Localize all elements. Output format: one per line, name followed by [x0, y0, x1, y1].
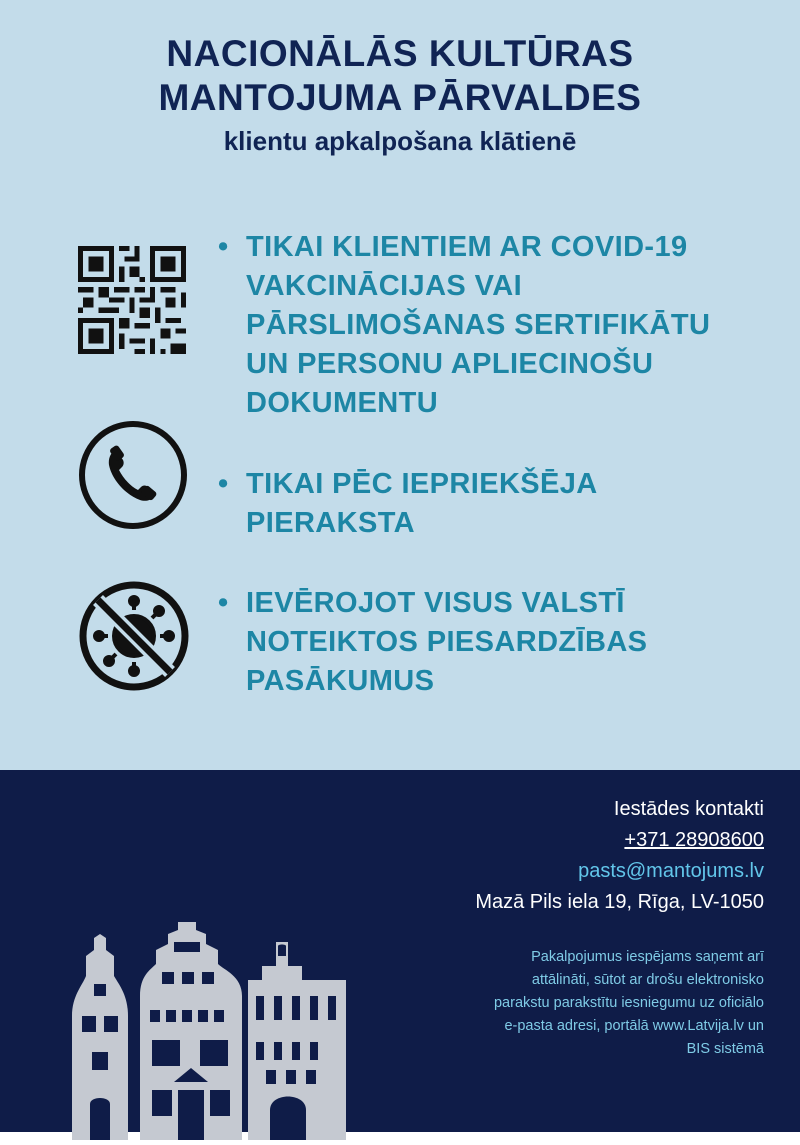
item-text [218, 228, 710, 423]
building-icon [70, 846, 350, 1145]
note-line: e-pasta adresi, portālā www.Latvija.lv un [504, 1018, 764, 1034]
note-line: parakstu parakstītu iesniegumu uz oficiālo [493, 995, 764, 1011]
bullet: • [218, 468, 229, 500]
note-line: Pakalpojumus iespējams saņemt arī [531, 949, 764, 965]
note-line: BIS sistēmā [686, 1041, 764, 1057]
item-line: PĀRSLIMOŠANAS SERTIFIKĀTU [246, 309, 711, 341]
item-line: TIKAI KLIENTIEM AR COVID-19 [246, 231, 688, 263]
bullet: • [218, 587, 229, 619]
bullet: • [218, 231, 229, 263]
item-line: IEVĒROJOT VISUS VALSTĪ [246, 587, 625, 619]
item-text [218, 465, 598, 543]
header [0, 32, 800, 158]
title-line-1: NACIONĀLĀS KULTŪRAS [166, 33, 634, 74]
note-line: attālināti, sūtot ar drošu elektronisko [531, 972, 764, 988]
item-line: NOTEIKTOS PIESARDZĪBAS [246, 626, 648, 658]
item-line: TIKAI PĒC IEPRIEKŠĒJA [246, 468, 598, 500]
address: Mazā Pils iela 19, Rīga, LV-1050 [475, 891, 764, 913]
contacts [475, 794, 764, 918]
footer [0, 770, 800, 1132]
item-line: PIERAKSTA [246, 507, 416, 539]
item-line: DOKUMENTU [246, 387, 439, 419]
remote-service-note [434, 946, 764, 1061]
qr-code-icon [78, 246, 186, 359]
subtitle: klientu apkalpošana klātienē [223, 126, 577, 156]
email-link[interactable]: pasts@mantojums.lv [578, 860, 764, 882]
item-line: PASĀKUMUS [246, 665, 435, 697]
item-line: UN PERSONU APLIECINOŠU [246, 348, 654, 380]
item-line: VAKCINĀCIJAS VAI [246, 270, 523, 302]
phone-icon [78, 420, 188, 535]
no-virus-icon [78, 580, 190, 697]
item-text [218, 584, 647, 701]
contacts-heading: Iestādes kontakti [613, 798, 764, 820]
title-line-2: MANTOJUMA PĀRVALDES [158, 77, 642, 118]
phone-link[interactable]: +371 28908600 [624, 829, 764, 851]
